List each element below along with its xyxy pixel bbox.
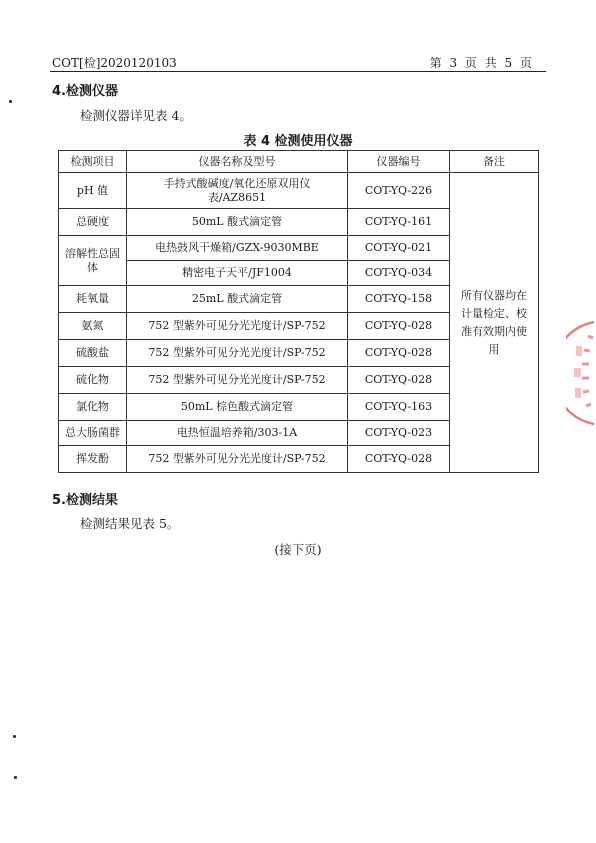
continued-note: (接下页) — [274, 542, 322, 557]
cell-item: 硫化物 — [59, 367, 127, 394]
section-4-text: 检测仪器详见表 4。 — [80, 108, 192, 123]
section-5-title: 5.检测结果 — [52, 493, 118, 508]
cell-item: 挥发酚 — [59, 446, 127, 473]
header-remark: 备注 — [450, 151, 539, 173]
cell-code: COT-YQ-161 — [348, 209, 450, 236]
cell-item: 氯化物 — [59, 394, 127, 421]
scan-speck — [14, 776, 17, 779]
cell-instrument: 752 型紫外可见分光光度计/SP-752 — [127, 446, 348, 473]
cell-instrument: 752 型紫外可见分光光度计/SP-752 — [127, 340, 348, 367]
cell-code: COT-YQ-021 — [348, 236, 450, 261]
cell-code: COT-YQ-163 — [348, 394, 450, 421]
header-instrument: 仪器名称及型号 — [127, 151, 348, 173]
scan-speck — [9, 100, 12, 103]
section-5-text: 检测结果见表 5。 — [80, 516, 180, 531]
header-item: 检测项目 — [59, 151, 127, 173]
cell-item: 耗氧量 — [59, 286, 127, 313]
cell-instrument: 50mL 酸式滴定管 — [127, 209, 348, 236]
cell-item: pH 值 — [59, 173, 127, 209]
document-number: COT[检]2020120103 — [52, 56, 177, 70]
cell-instrument: 752 型紫外可见分光光度计/SP-752 — [127, 313, 348, 340]
cell-instrument: 25mL 酸式滴定管 — [127, 286, 348, 313]
cell-code: COT-YQ-034 — [348, 261, 450, 286]
cell-code: COT-YQ-028 — [348, 340, 450, 367]
table-header-row — [59, 151, 539, 173]
page-indicator: 第 3 页 共 5 页 — [429, 56, 534, 70]
table-caption: 表 4 检测使用仪器 — [243, 134, 353, 149]
cell-item: 氨氮 — [59, 313, 127, 340]
instrument-table — [58, 150, 539, 473]
seal-stamp — [566, 318, 596, 428]
cell-code: COT-YQ-158 — [348, 286, 450, 313]
cell-code: COT-YQ-028 — [348, 446, 450, 473]
scan-speck — [13, 735, 16, 738]
header-code: 仪器编号 — [348, 151, 450, 173]
table-row — [59, 173, 539, 209]
cell-instrument: 手持式酸碱度/氧化还原双用仪表/AZ8651 — [127, 173, 348, 209]
cell-code: COT-YQ-028 — [348, 313, 450, 340]
cell-code: COT-YQ-028 — [348, 367, 450, 394]
cell-code: COT-YQ-226 — [348, 173, 450, 209]
cell-item: 溶解性总固体 — [59, 236, 127, 286]
cell-instrument: 电热鼓风干燥箱/GZX-9030MBE — [127, 236, 348, 261]
cell-item: 硫酸盐 — [59, 340, 127, 367]
section-4-title: 4.检测仪器 — [52, 84, 118, 99]
cell-instrument: 752 型紫外可见分光光度计/SP-752 — [127, 367, 348, 394]
cell-item: 总硬度 — [59, 209, 127, 236]
cell-item: 总大肠菌群 — [59, 421, 127, 446]
cell-remark: 所有仪器均在计量检定、校准有效期内使用 — [450, 173, 539, 473]
cell-code: COT-YQ-023 — [348, 421, 450, 446]
header-rule — [50, 71, 546, 72]
cell-instrument: 电热恒温培养箱/303-1A — [127, 421, 348, 446]
cell-instrument: 50mL 棕色酸式滴定管 — [127, 394, 348, 421]
cell-instrument: 精密电子天平/JF1004 — [127, 261, 348, 286]
